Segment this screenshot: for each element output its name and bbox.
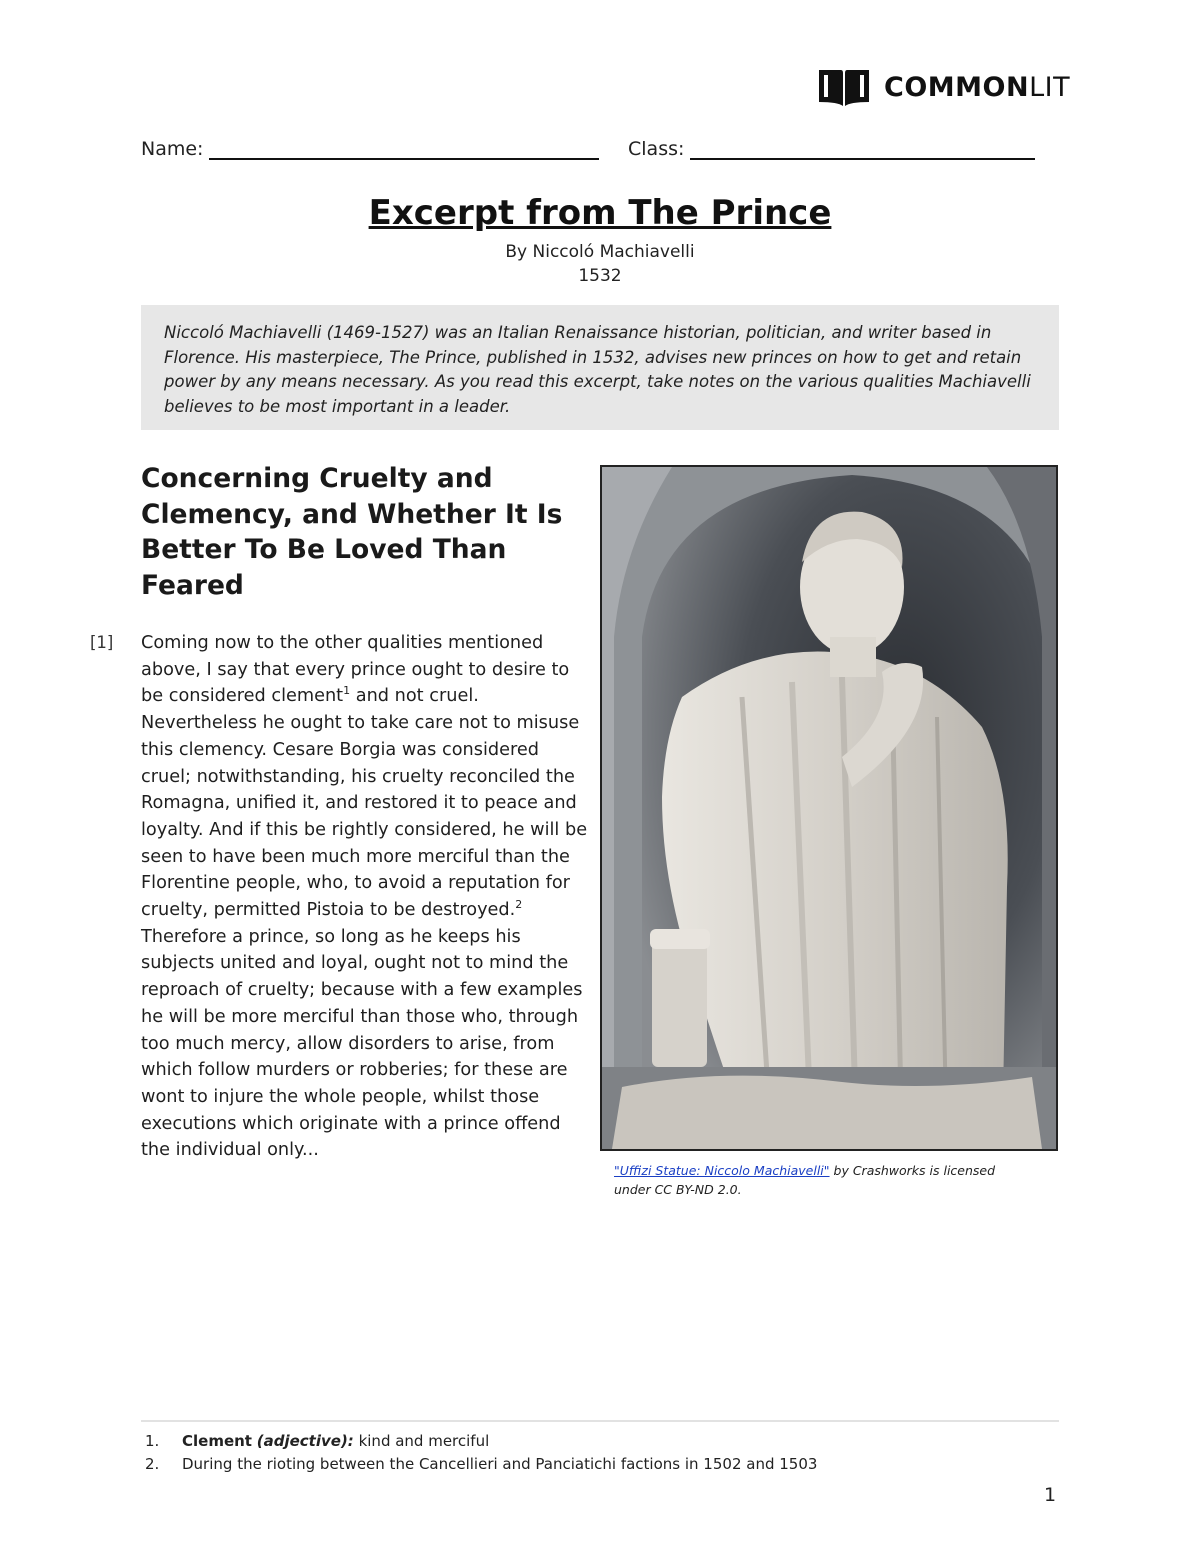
footnote-number: 2. <box>145 1455 160 1473</box>
publication-year: 1532 <box>578 266 622 286</box>
footnote-divider <box>141 1420 1059 1422</box>
name-blank <box>209 138 599 160</box>
paragraph-text-part-2: and not cruel. Nevertheless he ought to take care not to misuse this clemency. Cesare Borgia was considered cruel; notwithstanding, his cruelty reconciled the Romagna, unified it, and restored it to peace and loyalty. And if this be rightly considered, he will be seen to have been much more merciful than the Florentine people, who, to avoid a reputation for cruelty, permitted Pistoia to be destroyed. <box>141 686 588 921</box>
class-field <box>628 138 1035 160</box>
footnote-item <box>141 1430 1059 1453</box>
footnote-text: During the rioting between the Cancellieri and Panciatichi factions in 1502 and 1503 <box>182 1455 818 1473</box>
statue-photo <box>600 465 1058 1151</box>
commonlit-logo <box>816 66 1070 108</box>
footnote-body <box>182 1430 489 1453</box>
footnotes <box>141 1430 1059 1476</box>
class-label: Class: <box>628 138 685 160</box>
byline <box>0 240 1200 288</box>
section-heading: Concerning Cruelty and Clemency, and Whether It Is Better To Be Loved Than Feared <box>141 463 563 601</box>
intro-box: Niccoló Machiavelli (1469-1527) was an Italian Renaissance historian, politician, and writer based in Florence. His masterpiece, The Prince, published in 1532, advises new princes on how to get and retain power by any means necessary. As you read this excerpt, take notes on the various qualities Machiavelli believes to be most important in a leader. <box>141 305 1059 430</box>
footnote-ref-2[interactable]: 2 <box>515 898 523 912</box>
document-title: Excerpt from The Prince <box>368 193 832 233</box>
paragraph-text-part-1: Coming now to the other qualities mentioned above, I say that every prince ought to desire to be considered clement <box>141 633 570 707</box>
paragraph-text <box>141 630 591 1164</box>
brand-name-light: LIT <box>1029 71 1071 103</box>
open-book-icon <box>816 66 872 108</box>
paragraph-number: [1] <box>90 633 114 652</box>
caption-license-text: by Crashworks is licensed under CC BY-ND 2.0. <box>614 1163 996 1197</box>
footnote-term: Clement <box>182 1432 252 1450</box>
page-number: 1 <box>1044 1484 1057 1506</box>
image-caption <box>614 1161 1034 1199</box>
name-field <box>141 138 599 160</box>
author: By Niccoló Machiavelli <box>505 242 695 262</box>
paragraph-text-part-3: Therefore a prince, so long as he keeps his subjects united and loyal, ought not to mind the reproach of cruelty; because with a few examples he will be more merciful than those who, through too much mercy, allow disorders to arise, from which follow murders or robberies; for these are wont to injure the whole people, whilst those executions which originate with a prince offend the individual only... <box>141 926 583 1161</box>
footnote-number: 1. <box>145 1432 160 1450</box>
name-label: Name: <box>141 138 204 160</box>
footnote-part-of-speech: (adjective): <box>256 1432 354 1450</box>
footnote-ref-1[interactable]: 1 <box>343 684 351 698</box>
class-blank <box>690 138 1035 160</box>
footnote-item <box>141 1453 1059 1476</box>
image-source-link[interactable]: "Uffizi Statue: Niccolo Machiavelli" <box>614 1163 830 1178</box>
brand-name-bold: COMMON <box>884 71 1030 103</box>
footnote-definition: kind and merciful <box>353 1432 490 1450</box>
